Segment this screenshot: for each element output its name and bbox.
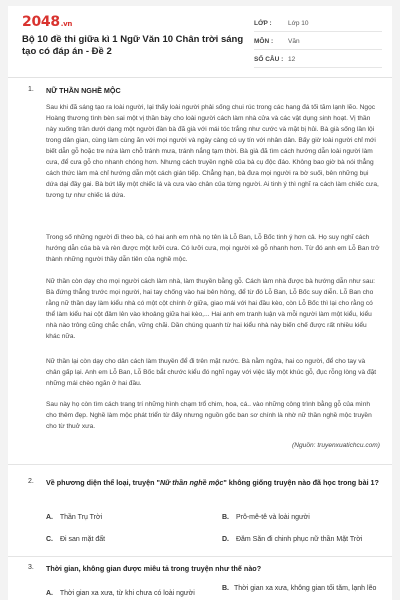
option-text: Đi san mặt đất (59, 536, 106, 543)
meta-row-class (254, 16, 382, 32)
question-title: Thời gian, không gian được miêu tả trong truyện như thế nào? (46, 564, 262, 573)
meta-row-count (254, 52, 382, 68)
option-letter: A. (46, 514, 53, 521)
option-text: Đăm Săn đi chinh phục nữ thần Mặt Trời (235, 536, 363, 543)
meta-label: SỐ CÂU : (254, 56, 284, 63)
option-letter: B. (222, 585, 229, 592)
question-divider (8, 464, 392, 465)
title-part: " không giống truyện nào đã học trong bài 1? (223, 478, 379, 487)
option-text: Thần Trụ Trời (59, 514, 103, 521)
question-number: 2. (28, 478, 34, 485)
meta-label: LỚP : (254, 20, 272, 27)
option-letter: D. (222, 536, 229, 543)
question-number: 3. (28, 564, 34, 571)
answer-option-d[interactable] (222, 536, 392, 543)
logo-main: 2048 (22, 14, 60, 30)
meta-row-subject (254, 34, 382, 50)
meta-label: MÔN : (254, 38, 274, 45)
passage-paragraph: Sau khi đã sáng tạo ra loài người, lại thấy loài người phải sống chui rúc trong các hang đá tối tăm lạnh lẽo. Ngọc Hoàng thương tình bèn sai một vị thần bày cho loài người cách làm nhà cửa và các vật dụng sinh hoạt. Vị thần này xuống trần dưới dạng một người đàn bà đã già với mái tóc trắng như cước và mặt bị hủi. Bà già sống lần lội trong dân gian, cùng làm cùng ăn với mọi người và ngày càng có uy tín với nhân dân. Bấy giờ loài người chỉ mới biết dẫn gỗ hoặc tre nứa làm chỗ tránh mưa, tránh nắng tạm thời. Bà già đã tìm cách hướng dẫn loài người làm cưa, để cưa gỗ cho nhanh chóng hơn. Nhưng cách truyền nghề của bà cụ độc đáo. Không bao giờ bà nói thẳng cách thức làm mà chỉ hướng dẫn một cách gián tiếp. Chẳng hạn, bà đưa mọi người ra bờ suối, bên những bụi dứa dại đầy gai. Bà bứt lấy một chiếc lá và cưa vào chân của từng người. Ai tinh ý thì nghĩ ra cách làm chiếc cưa, tương tự như chiếc lá dứa. (46, 104, 379, 199)
document-header (8, 6, 392, 78)
option-text: Thời gian xa xưa, từ khi chưa có loài người (59, 590, 195, 597)
logo-sub: .vn (60, 20, 73, 28)
question-title: NỮ THẦN NGHỀ MỘC (46, 86, 121, 95)
answer-option-a[interactable] (46, 590, 218, 597)
passage-paragraph: Sau này họ còn tìm cách trang trí những hình chạm trổ chim, hoa, cá.. vào những công trình bằng gỗ của mình cho thêm đẹp. Nghề làm mộc phát triển từ đấy nhưng nguồn gốc ban sơ chính là nhờ nữ thần nghề mộc truyền cho từ thuở xưa. (46, 401, 372, 430)
question-divider (8, 556, 392, 557)
meta-value: Văn (288, 38, 300, 45)
site-logo[interactable] (22, 14, 72, 30)
passage-source: (Nguồn: truyenxuatichcu.com) (292, 442, 380, 449)
option-text: Prô-mê-tê và loài người (235, 514, 310, 521)
document-page (8, 6, 392, 600)
title-italic: Nữ thần nghề mộc (159, 478, 224, 487)
passage-paragraph: Trong số những người đi theo bà, có hai anh em nhà nọ tên là Lỗ Ban, Lỗ Bốc tinh ý hơn cả. Họ suy nghĩ cách hướng dẫn của bà và rèn được một lưỡi cưa. Có lưỡi cưa, mọi người xẻ gỗ nhanh hơn. Từ đó anh em Lỗ Ban trở thành những người thầy dẫn tiên của nghề mộc. (46, 234, 380, 263)
option-text: Thời gian xa xưa, không gian tối tăm, lạnh lẽo (234, 585, 377, 592)
answer-option-a[interactable] (46, 514, 236, 521)
answer-option-b[interactable] (222, 584, 392, 593)
answer-option-b[interactable] (222, 514, 392, 521)
option-letter: B. (222, 514, 229, 521)
answer-option-c[interactable] (46, 536, 236, 543)
meta-value: 12 (288, 56, 296, 63)
title-part: Về phương diện thể loại, truyện " (46, 478, 160, 487)
passage-paragraph: Nữ thần lại còn dạy cho dân cách làm thuyền để đi trên mặt nước. Bà nằm ngửa, hai co người, để cho tay và chân gấp lại. Anh em Lỗ Ban, Lỗ Bốc bắt chước kiểu đó nghĩ ngay với việc lấy một khúc gỗ, đục rỗng lòng và đặt những mái chèo ngăn ở hai đầu. (46, 358, 377, 387)
meta-panel (254, 16, 382, 70)
document-title: Bộ 10 đề thi giữa kì 1 Ngữ Văn 10 Chân trời sáng tạo có đáp án - Đề 2 (22, 34, 244, 57)
option-letter: C. (46, 536, 53, 543)
question-number: 1. (28, 86, 34, 93)
option-letter: A. (46, 590, 53, 597)
passage-paragraph: Nữ thần còn dạy cho mọi người cách làm nhà, làm thuyền bằng gỗ. Cách làm nhà được bà hướng dẫn như sau: Bà đứng thẳng trước mọi người, hai tay chống vào hai bên hông, để từ đó Lỗ Ban, Lỗ Bốc suy diễn. Lỗ Ban cho rằng nữ thần dạy làm kiểu nhà có một cột chính ở giữa, giao mái với hai đầu kèo, còn Lỗ Bốc thì lại cho rằng có thể làm kiểu hai cột đâm lên vào khoảng giữa hai kèo,... Hai anh em tranh luận và mỗi người làm một kiểu, kiểu nhà nào trông cũng chắc chắn, vững chãi. Dần chúng quanh từ hai kiểu nhà này biến chế được rất nhiều kiểu khác nữa. (46, 278, 376, 340)
question-title (46, 478, 380, 488)
meta-value: Lớp 10 (288, 20, 309, 27)
